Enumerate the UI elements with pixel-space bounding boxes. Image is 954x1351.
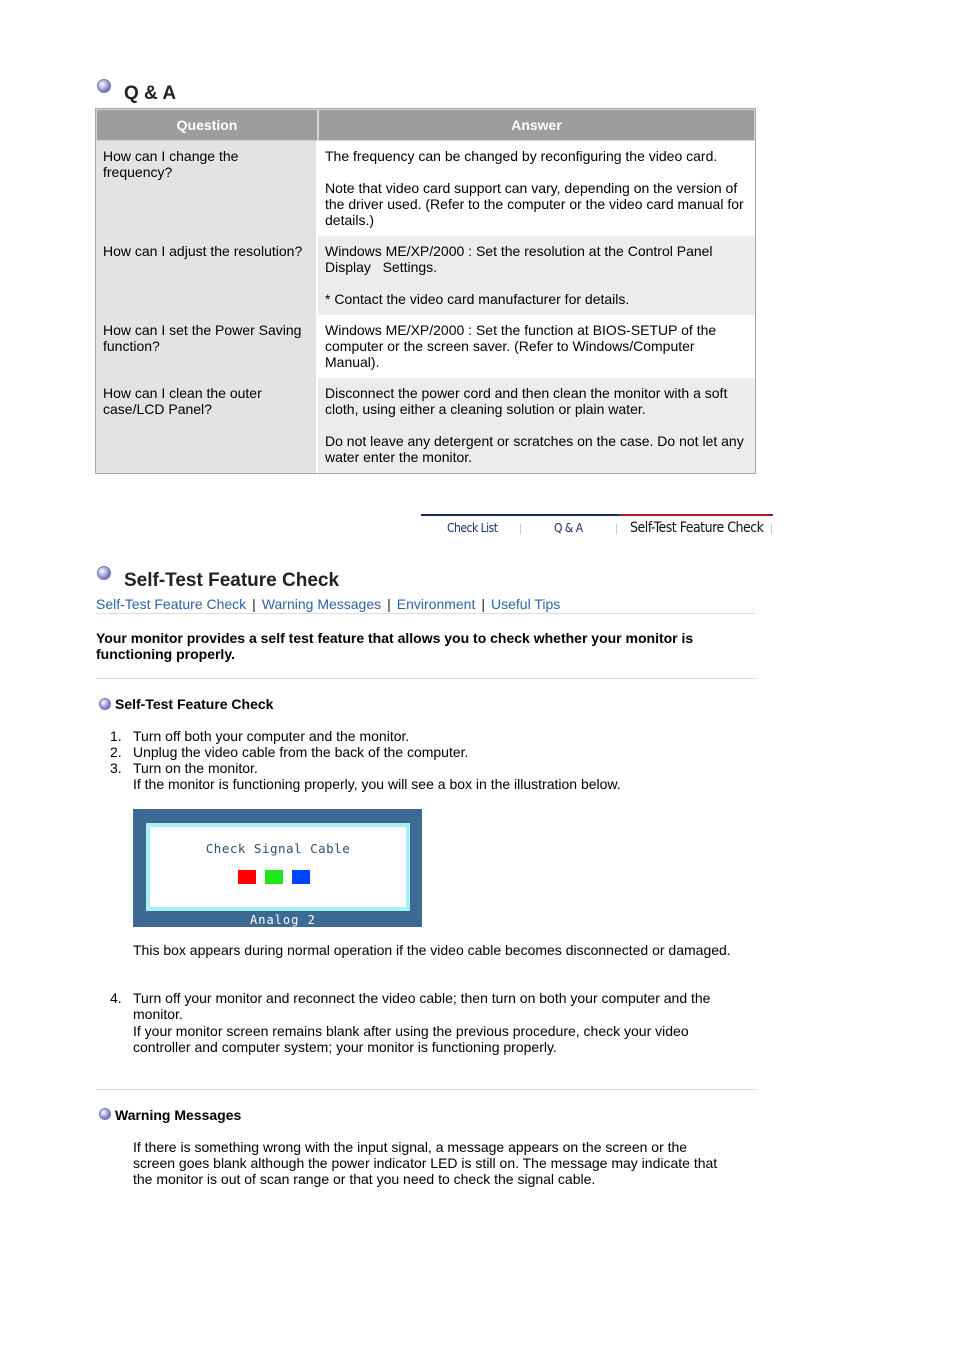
steps-list [96,990,736,1022]
answer-text: * Contact the video card manufacturer for details. [325,291,630,307]
table-row [96,141,755,236]
tab-divider [520,524,521,534]
answer-text: Note that video card support can vary, depending on the version of the driver used. (Refer to the computer or the video card manual for details.) [325,180,744,228]
answer-cell [318,236,755,315]
tab-self-test[interactable]: Self-Test Feature Check [630,520,764,536]
subsection-heading: Self-Test Feature Check [115,696,274,712]
link-warning-messages[interactable]: Warning Messages [261,596,382,612]
divider [96,1089,755,1090]
warning-text: If there is something wrong with the input signal, a message appears on the screen or the screen goes blank although the power indicator LED is still on. The message may indicate that the monitor is out of scan range or that you need to check the signal cable. [133,1139,718,1187]
section-nav-tabs [421,514,773,542]
column-header-answer: Answer [318,109,755,141]
column-header-question: Question [96,109,318,141]
question-cell: How can I clean the outer case/LCD Panel? [96,378,318,473]
link-useful-tips[interactable]: Useful Tips [491,596,561,612]
osd-box [146,823,410,911]
osd-message: Check Signal Cable [205,841,351,856]
table-row [96,315,755,378]
selftest-heading: Self-Test Feature Check [124,570,340,591]
step-note: If your monitor screen remains blank after using the previous procedure, check your video controller and computer system; your monitor is functioning properly. [133,1023,689,1055]
bullet-icon [97,79,111,93]
answer-cell [318,378,755,473]
tab-check-list[interactable]: Check List [447,521,498,535]
section-links: Self-Test Feature Check | Warning Messages | Environment | Useful Tips [96,596,561,612]
nav-rule [421,514,619,516]
table-row [96,236,755,315]
step-note: If the monitor is functioning properly, you will see a box in the illustration below. [133,776,621,792]
answer-cell [318,315,755,378]
tab-divider [616,524,617,534]
answer-text: Windows ME/XP/2000 : Set the function at BIOS-SETUP of the computer or the screen saver. (Refer to Windows/Computer Manual). [325,322,717,370]
green-square-icon [265,870,283,884]
answer-cell [318,141,755,236]
answer-text: Windows ME/XP/2000 : Set the resolution at the Control Panel Display Settings. [325,243,725,275]
table-row [96,378,755,473]
question-cell: How can I adjust the resolution? [96,236,318,315]
answer-text: Disconnect the power cord and then clean the monitor with a soft cloth, using either a cleaning solution or plain water. [325,385,728,417]
answer-text: The frequency can be changed by reconfiguring the video card. [325,148,718,164]
osd-input-label: Analog 2 [250,913,316,927]
bullet-icon [99,1108,111,1120]
bullet-icon [99,698,111,710]
list-item: 4. Turn off your monitor and reconnect the video cable; then turn on both your computer and the monitor. [110,990,711,1022]
check-signal-illustration [133,809,422,927]
intro-text: Your monitor provides a self test feature that allows you to check whether your monitor is functioning properly. [96,630,694,662]
list-item: 2. Unplug the video cable from the back of the computer. [110,744,469,760]
divider [96,678,755,679]
qa-table [95,108,756,474]
qa-heading: Q & A [124,83,177,104]
warning-heading: Warning Messages [115,1107,242,1123]
link-environment[interactable]: Environment [396,596,476,612]
red-square-icon [238,870,256,884]
list-item: 1. Turn off both your computer and the monitor. [110,728,410,744]
question-cell: How can I set the Power Saving function? [96,315,318,378]
box-note: This box appears during normal operation if the video cable becomes disconnected or damaged. [133,942,731,958]
link-self-test[interactable]: Self-Test Feature Check [96,596,247,612]
blue-square-icon [292,870,310,884]
nav-rule-active [619,514,773,516]
list-item: 3. Turn on the monitor. [110,760,258,776]
qa-header-row [96,109,755,141]
question-cell: How can I change the frequency? [96,141,318,236]
answer-text: Do not leave any detergent or scratches on the case. Do not let any water enter the monitor. [325,433,744,465]
divider [96,613,755,614]
bullet-icon [97,566,111,580]
steps-list [96,728,736,776]
tab-qa[interactable]: Q & A [554,521,583,535]
tab-divider [771,524,772,534]
